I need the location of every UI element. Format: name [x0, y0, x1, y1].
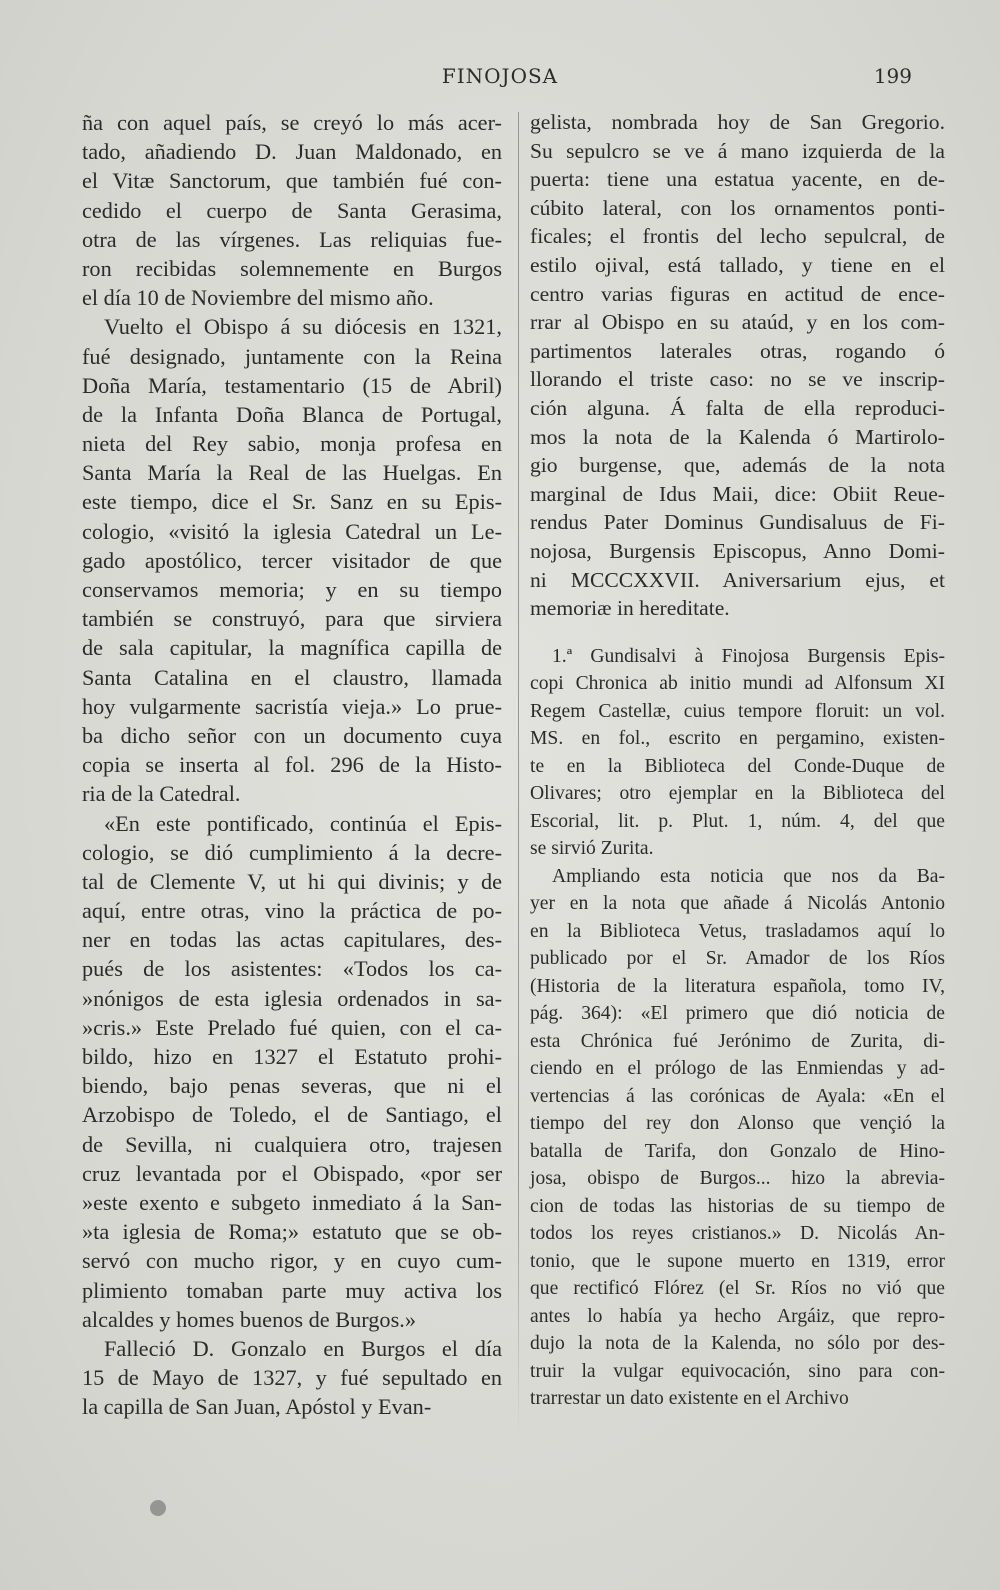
text-line: todos los reyes cristianos.» D. Nicolás An- [530, 1223, 945, 1245]
text-line: mos la nota de la Kalenda ó Martirolo- [530, 424, 945, 449]
text-line: llorando el triste caso: no se ve inscrip- [530, 367, 945, 392]
text-line: memoriæ in hereditate. [530, 596, 730, 621]
text-line: ner en todas las actas capitulares, des- [82, 927, 502, 953]
text-line: Olivares; otro ejemplar en la Biblioteca del [530, 783, 945, 805]
text-line: tado, añadiendo D. Juan Maldonado, en [82, 139, 502, 165]
text-line: tiempo del rey don Alonso que vençió la [530, 1113, 945, 1135]
text-line: MS. en fol., escrito en pergamino, existen- [530, 728, 945, 750]
ink-smudge [150, 1500, 166, 1516]
text-line: servó con mucho rigor, y en cuyo cum- [82, 1248, 502, 1274]
text-line: gado apostólico, tercer visitador de que [82, 547, 502, 573]
text-line: cedido el cuerpo de Santa Gerasima, [82, 197, 502, 223]
text-line: Falleció D. Gonzalo en Burgos el día [104, 1335, 502, 1361]
text-line: rrar al Obispo en su ataúd, y en los com- [530, 310, 945, 335]
running-header: FINOJOSA [441, 64, 559, 88]
left-column [82, 108, 502, 1421]
text-line: »este exento e subgeto inmediato á la San- [82, 1189, 502, 1215]
text-line: partimentos laterales otras, rogando ó [530, 338, 945, 363]
text-line: nojosa, Burgensis Episcopus, Anno Domi- [530, 538, 945, 563]
text-line: Escorial, lit. p. Plut. 1, núm. 4, del que [530, 810, 945, 832]
text-line: te en la Biblioteca del Conde-Duque de [530, 755, 945, 777]
text-line: cruz levantada por el Obispado, «por ser [82, 1160, 502, 1186]
text-line: de la Infanta Doña Blanca de Portugal, [82, 401, 502, 427]
text-line: cúbito lateral, con los ornamentos ponti- [530, 195, 945, 220]
text-line: cologio, «visitó la iglesia Catedral un Le- [82, 518, 502, 544]
text-line: batalla de Tarifa, don Gonzalo de Hino- [530, 1140, 945, 1162]
text-line: tal de Clemente V, ut hi qui divinis; y de [82, 868, 502, 894]
text-line: plimiento tomaban parte muy activa los [82, 1277, 502, 1303]
text-line: nieta del Rey sabio, monja profesa en [82, 431, 502, 457]
text-line: hoy vulgarmente sacristía vieja.» Lo prue- [82, 693, 502, 719]
text-line: Su sepulcro se ve á mano izquierda de la [530, 138, 945, 163]
text-line: »ta iglesia de Roma;» estatuto que se ob- [82, 1219, 502, 1245]
text-line: Doña María, testamentario (15 de Abril) [82, 372, 502, 398]
text-line: 1.ª Gundisalvi à Finojosa Burgensis Epis- [552, 645, 945, 667]
text-line: conservamos memoria; y en su tiempo [82, 577, 502, 602]
text-line: ni MCCCXXVII. Aniversarium ejus, et [530, 567, 945, 592]
text-line: bildo, hizo en 1327 el Estatuto prohi- [82, 1044, 502, 1069]
text-line: «En este pontificado, continúa el Epis- [104, 810, 502, 836]
text-line: que rectificó Flórez (el Sr. Ríos no vió que [530, 1278, 945, 1300]
text-line: alcaldes y homes buenos de Burgos.» [82, 1306, 416, 1332]
text-line: Arzobispo de Toledo, el de Santiago, el [82, 1102, 502, 1128]
text-line: marginal de Idus Maii, dice: Obiit Reue- [530, 481, 945, 506]
column-divider [518, 112, 519, 1442]
footnote-gap [530, 623, 945, 643]
text-line: dujo la nota de la Kalenda, no sólo por des- [530, 1333, 945, 1355]
text-line: ciendo en el prólogo de las Enmiendas y ad- [530, 1058, 945, 1080]
text-line: aquí, entre otras, vino la práctica de po- [82, 898, 502, 924]
text-line: ron recibidas solemnemente en Burgos [82, 255, 502, 281]
text-line: josa, obispo de Burgos... hizo la abrevia- [530, 1168, 945, 1190]
text-line: biendo, bajo penas severas, que ni el [82, 1073, 502, 1099]
text-line: 15 de Mayo de 1327, y fué sepultado en [82, 1365, 502, 1391]
text-line: rendus Pater Dominus Gundisaluus de Fi- [530, 510, 945, 535]
text-line: trarrestar un dato existente en el Archivo [530, 1388, 849, 1410]
text-line: publicado por el Sr. Amador de los Ríos [530, 948, 945, 970]
text-line: »cris.» Este Prelado fué quien, con el ca- [82, 1014, 502, 1040]
text-line: cion de todas las historias de su tiempo de [530, 1195, 945, 1217]
text-line: copi Chronica ab initio mundi ad Alfonsum XI [530, 673, 945, 695]
text-line: pués de los asistentes: «Todos los ca- [82, 956, 502, 982]
text-line: ba dicho señor con un documento cuya [82, 722, 502, 748]
text-line: ria de la Catedral. [82, 781, 241, 807]
text-line: Vuelto el Obispo á su diócesis en 1321, [104, 314, 502, 340]
text-line: ficales; el frontis del lecho sepulcral, de [530, 224, 945, 249]
right-column [530, 108, 945, 1413]
text-line: esta Chrónica fué Jerónimo de Zurita, di- [530, 1030, 945, 1052]
text-line: Ampliando esta noticia que nos da Ba- [552, 865, 945, 887]
text-line: el Vitæ Sanctorum, que también fué con- [82, 168, 502, 194]
text-line: Santa Catalina en el claustro, llamada [82, 664, 502, 690]
text-line: puerta: tiene una estatua yacente, en de- [530, 167, 945, 192]
text-line: este tiempo, dice el Sr. Sanz en su Epis- [82, 489, 502, 515]
text-line: también se construyó, para que sirviera [82, 606, 502, 632]
text-line: se sirvió Zurita. [530, 838, 654, 860]
text-line: ña con aquel país, se creyó lo más acer- [82, 110, 502, 135]
text-line: fué designado, juntamente con la Reina [82, 343, 502, 369]
text-line: ción alguna. Á falta de ella reproduci- [530, 395, 945, 420]
text-line: de sala capitular, la magnífica capilla de [82, 635, 502, 661]
text-line: cologio, se dió cumplimiento á la decre- [82, 839, 502, 865]
page-number: 199 [873, 64, 912, 88]
text-line: »nónigos de esta iglesia ordenados in sa- [82, 985, 502, 1011]
text-line: en la Biblioteca Vetus, trasladamos aquí lo [530, 920, 945, 942]
text-line: Santa María la Real de las Huelgas. En [82, 460, 502, 486]
text-line: truir la vulgar equivocación, sino para con- [530, 1360, 945, 1382]
text-line: (Historia de la literatura española, tomo IV, [530, 975, 945, 997]
text-line: estilo ojival, está tallado, y tiene en el [530, 252, 945, 277]
text-line: otra de las vírgenes. Las reliquias fue- [82, 226, 502, 252]
text-line: vertencias á las corónicas de Ayala: «En el [530, 1085, 945, 1107]
text-line: la capilla de San Juan, Apóstol y Evan- [82, 1394, 432, 1420]
text-line: gelista, nombrada hoy de San Gregorio. [530, 110, 945, 134]
text-line: de Sevilla, ni cualquiera otro, trajesen [82, 1131, 502, 1157]
text-line: copia se inserta al fol. 296 de la Histo- [82, 752, 502, 778]
text-line: Regem Castellæ, cuius tempore floruit: un vol. [530, 700, 945, 722]
text-line: yer en la nota que añade á Nicolás Antonio [530, 893, 945, 915]
text-line: gio burgense, que, además de la nota [530, 453, 945, 478]
text-line: tonio, que le supone muerto en 1319, error [530, 1250, 945, 1272]
text-line: antes lo había ya hecho Argáiz, que repro- [530, 1305, 945, 1327]
text-line: pág. 364): «El primero que dió noticia de [530, 1003, 945, 1025]
text-line: el día 10 de Noviembre del mismo año. [82, 285, 434, 311]
text-line: centro varias figuras en actitud de ence- [530, 281, 945, 306]
